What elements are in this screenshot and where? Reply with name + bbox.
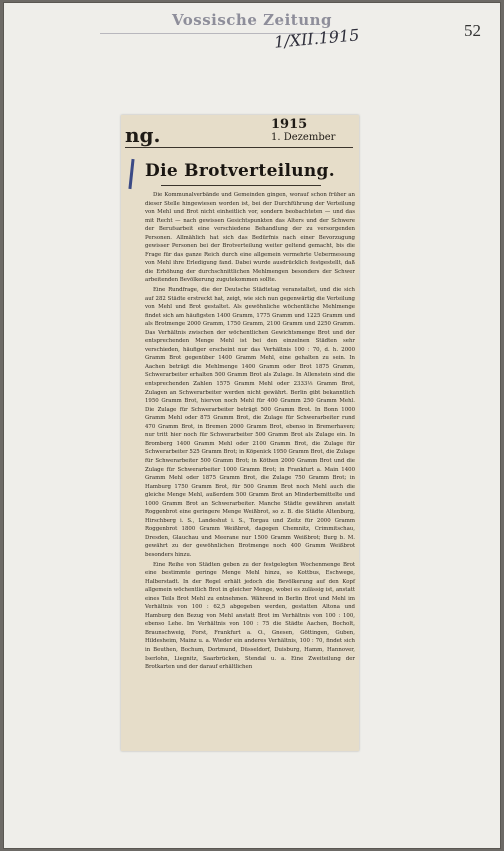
title-rule [161,185,321,186]
page-number: 52 [464,21,481,40]
article-paragraph: Eine Rundfrage, die der Deutsche Städtetag veranstaltet, und die sich auf 282 Städte erstreckt hat, zeigt, wie sich nun gegenwärtig die Verteilung von Mehl und Brot gestaltet. Als gewöhnliche wöchentliche Mehlmenge findet sich am häufigsten 1400 Gramm, 1775 Gramm und 1225 Gramm und als Brotmenge 2000 Gramm, 1750 Gramm, 2100 Gramm und 2250 Gramm. Das Verhältnis zwischen der wöchentlichen Gewichtsmenge Brot und der entsprechenden Menge Mehl ist bei den einzelnen Städten sehr verschieden, häufiger erscheint nur das Verhältnis 100 : 70, d. h. 2000 Gramm Brot gegenüber 1400 Gramm Mehl, eine gehalten zu sein. In Aachen beträgt die Mehlmenge 1400 Gramm oder Brot 1875 Gramm, Schwerarbeiter erhalten 500 Gramm Brot als Zulage. In Allenstein sind die entsprechenden Zahlen 1575 Gramm Mehl oder 2333⅓ Gramm Brot, Zulagen an Schwerarbeiter werden nicht gewährt. Berlin gibt bekanntlich 1950 Gramm Brot, hiervon noch Mehl für 400 Gramm 250 Gramm Mehl. Die Zulage für Schwerarbeiter beträgt 500 Gramm Brot. In Bonn 1000 Gramm Mehl oder 875 Gramm Brot, die Zulage für Schwerarbeiter rund 470 Gramm Brot, in Bremen 2000 Gramm Brot, ebenso in Bremerhaven; nur tritt hier noch für Schwerarbeiter 500 Gramm Brot als Zulage ein. In Bromberg 1400 Gramm Mehl oder 2100 Gramm Brot, die Zulage für Schwerarbeiter 525 Gramm Brot; in Köpenick 1950 Gramm Brot, die Zulage für Schwerarbeiter 500 Gramm Brot; in Köthen 2000 Gramm Brot und die Zulage für Schwerarbeiter 1000 Gramm Brot; in Frankfurt a. Main 1400 Gramm Mehl oder 1875 Gramm Brot, die Zulage 750 Gramm Brot; in Hamburg 1750 Gramm Brot, für 500 Gramm Brot noch Mehl auch die gleiche Menge Mehl, außerdem 500 Gramm Brot an Minderbemittelte und 1000 Gramm Brot an Schwerarbeiter. Manche Städte gewähren anstatt Roggenbrot eine geringere Menge Weißbrot, so z. B. die Städte Altenburg, Hirschberg i. S., Landeshut i. S., Torgau und Zeitz für 2000 Gramm Roggenbrot 1800 Gramm Weißbrot, dagegen Chemnitz, Crimmitschau, Dresden, Glauchau und Meerane nur 1500 Gramm Weißbrot; Burg b. M. gewährt zu der gewöhnlichen Brotmenge noch 400 Gramm Weißbrot besonders hinzu. [145,287,355,558]
masthead-fragment: ng. [125,123,161,147]
article-paragraph: Die Kommunalverbände und Gemeinden gingen, worauf schon früher an dieser Stelle hingewiesen worden ist, bei der Durchführung der Verteilung von Mehl und Brot nicht einheitlich vor, sondern beobachteten — und das mit Recht — nach gewissen Gesichtspunkten das Alters und der Schwere der Berufsarbeit eine verschiedene Behandlung der zu versorgenden Personen. Allmählich hat sich das Bedürfnis nach einer Bevorzugung gewisser Personen bei der Brotverteilung weiter geltend gemacht, bis die Frage für das ganze Reich durch eine allgemein vermehrte Uebermessung von Mehl ihre Erledigung fand. Dabei wurde ausdrücklich festgestellt, daß die Erhöhung der durchschnittlichen Mehlmengen besonders der Schwer arbeitenden Bevölkerung zugutekommen sollte. [145,192,355,284]
article-title: Die Brotverteilung. [145,161,335,181]
archive-sheet [4,3,500,848]
newspaper-stamp: Vossische Zeitung [172,11,333,29]
handwritten-date: 1/XII.1915 [273,25,361,52]
article-body [145,191,355,673]
issue-date: 1. Dezember [271,132,336,143]
header-rule [125,147,353,148]
newspaper-clipping [121,115,359,751]
issue-year: 1915 [271,117,308,132]
article-paragraph: Eine Reihe von Städten geben zu der festgelegten Wochenmenge Brot eine bestimmte geringe Menge Mehl hinzu, so Kottbus, Eschwege, Halberstadt. In der Regel erhält jedoch die Bevölkerung auf den Kopf allgemein wöchentlich Brot in gleicher Menge, wobei es zulässig ist, anstatt eines Teils Brot Mehl zu entnehmen. Während in Berlin Brot und Mehl im Verhältnis von 100 : 62,5 abgegeben werden, gestatten Altona und Hamburg den Bezug von Mehl anstatt Brot im Verhältnis von 100 : 100, ebenso Lehe. Im Verhältnis von 100 : 75 die Städte Aachen, Bocholt, Braunschweig, Forst, Frankfurt a. O., Gnesen, Göttingen, Guben, Hildesheim, Mainz u. a. Wieder ein anderes Verhältnis, 100 : 70, findet sich in Beuthen, Bochum, Dortmund, Düsseldorf, Duisburg, Hamm, Hannover, Iserlohn, Liegnitz, Saarbrücken, Stendal u. a. Eine Zweiteilung der Brotkarten und der darauf erhältlichen [145,561,355,671]
